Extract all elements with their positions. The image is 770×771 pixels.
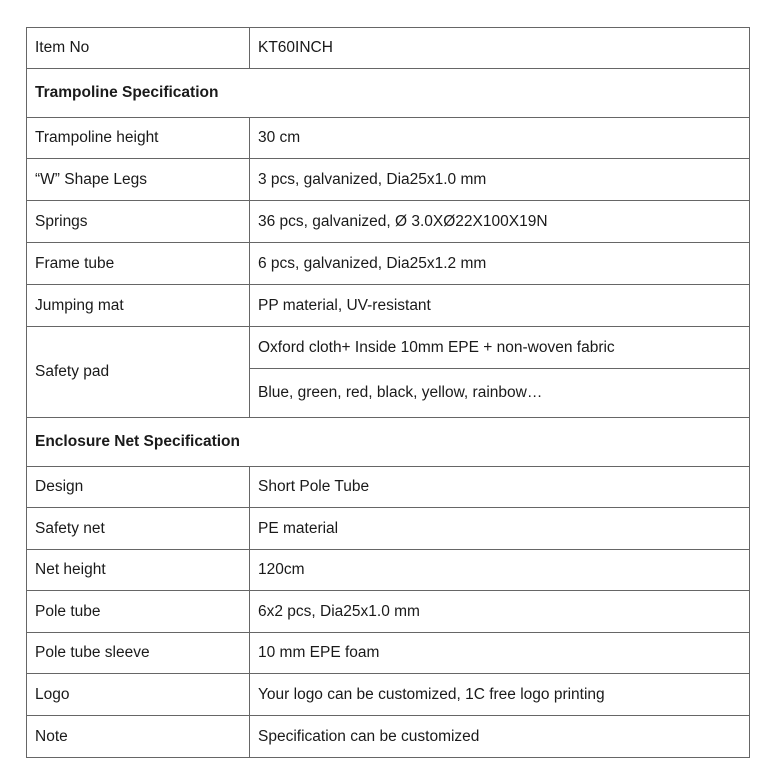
- table-row: [27, 633, 750, 674]
- spec-label: Springs: [27, 201, 250, 243]
- table-row: [27, 591, 750, 633]
- safety-pad-colors: Blue, green, red, black, yellow, rainbow…: [250, 369, 750, 418]
- spec-label: Design: [27, 467, 250, 508]
- spec-label: Jumping mat: [27, 285, 250, 327]
- section-header-row: [27, 418, 750, 467]
- trampoline-section-title: Trampoline Specification: [27, 69, 750, 118]
- spec-value: 3 pcs, galvanized, Dia25x1.0 mm: [250, 159, 750, 201]
- table-row: [27, 28, 750, 69]
- table-row: [27, 201, 750, 243]
- spec-label: Pole tube: [27, 591, 250, 633]
- spec-label: Logo: [27, 674, 250, 716]
- section-header-row: [27, 69, 750, 118]
- item-no-label: Item No: [27, 28, 250, 69]
- spec-value: Short Pole Tube: [250, 467, 750, 508]
- safety-pad-material: Oxford cloth+ Inside 10mm EPE + non-woven fabric: [250, 327, 750, 369]
- table-row: [27, 716, 750, 758]
- safety-pad-label: Safety pad: [27, 327, 250, 418]
- table-row: [27, 243, 750, 285]
- spec-value: Specification can be customized: [250, 716, 750, 758]
- spec-label: Safety net: [27, 508, 250, 550]
- table-row: [27, 118, 750, 159]
- item-no-value: KT60INCH: [250, 28, 750, 69]
- spec-label: Net height: [27, 550, 250, 591]
- spec-label: Pole tube sleeve: [27, 633, 250, 674]
- spec-label: Frame tube: [27, 243, 250, 285]
- table-row: [27, 508, 750, 550]
- spec-value: PP material, UV-resistant: [250, 285, 750, 327]
- specification-table: [26, 27, 750, 758]
- table-row: [27, 674, 750, 716]
- table-row: [27, 285, 750, 327]
- enclosure-section-title: Enclosure Net Specification: [27, 418, 750, 467]
- spec-label: Trampoline height: [27, 118, 250, 159]
- spec-value: 36 pcs, galvanized, Ø 3.0XØ22X100X19N: [250, 201, 750, 243]
- spec-label: Note: [27, 716, 250, 758]
- spec-value: Your logo can be customized, 1C free logo printing: [250, 674, 750, 716]
- spec-value: PE material: [250, 508, 750, 550]
- table-row: [27, 550, 750, 591]
- table-row: [27, 467, 750, 508]
- table-row: [27, 327, 750, 369]
- spec-value: 6 pcs, galvanized, Dia25x1.2 mm: [250, 243, 750, 285]
- spec-value: 10 mm EPE foam: [250, 633, 750, 674]
- spec-value: 6x2 pcs, Dia25x1.0 mm: [250, 591, 750, 633]
- table-row: [27, 159, 750, 201]
- spec-value: 30 cm: [250, 118, 750, 159]
- spec-label: “W” Shape Legs: [27, 159, 250, 201]
- spec-value: 120cm: [250, 550, 750, 591]
